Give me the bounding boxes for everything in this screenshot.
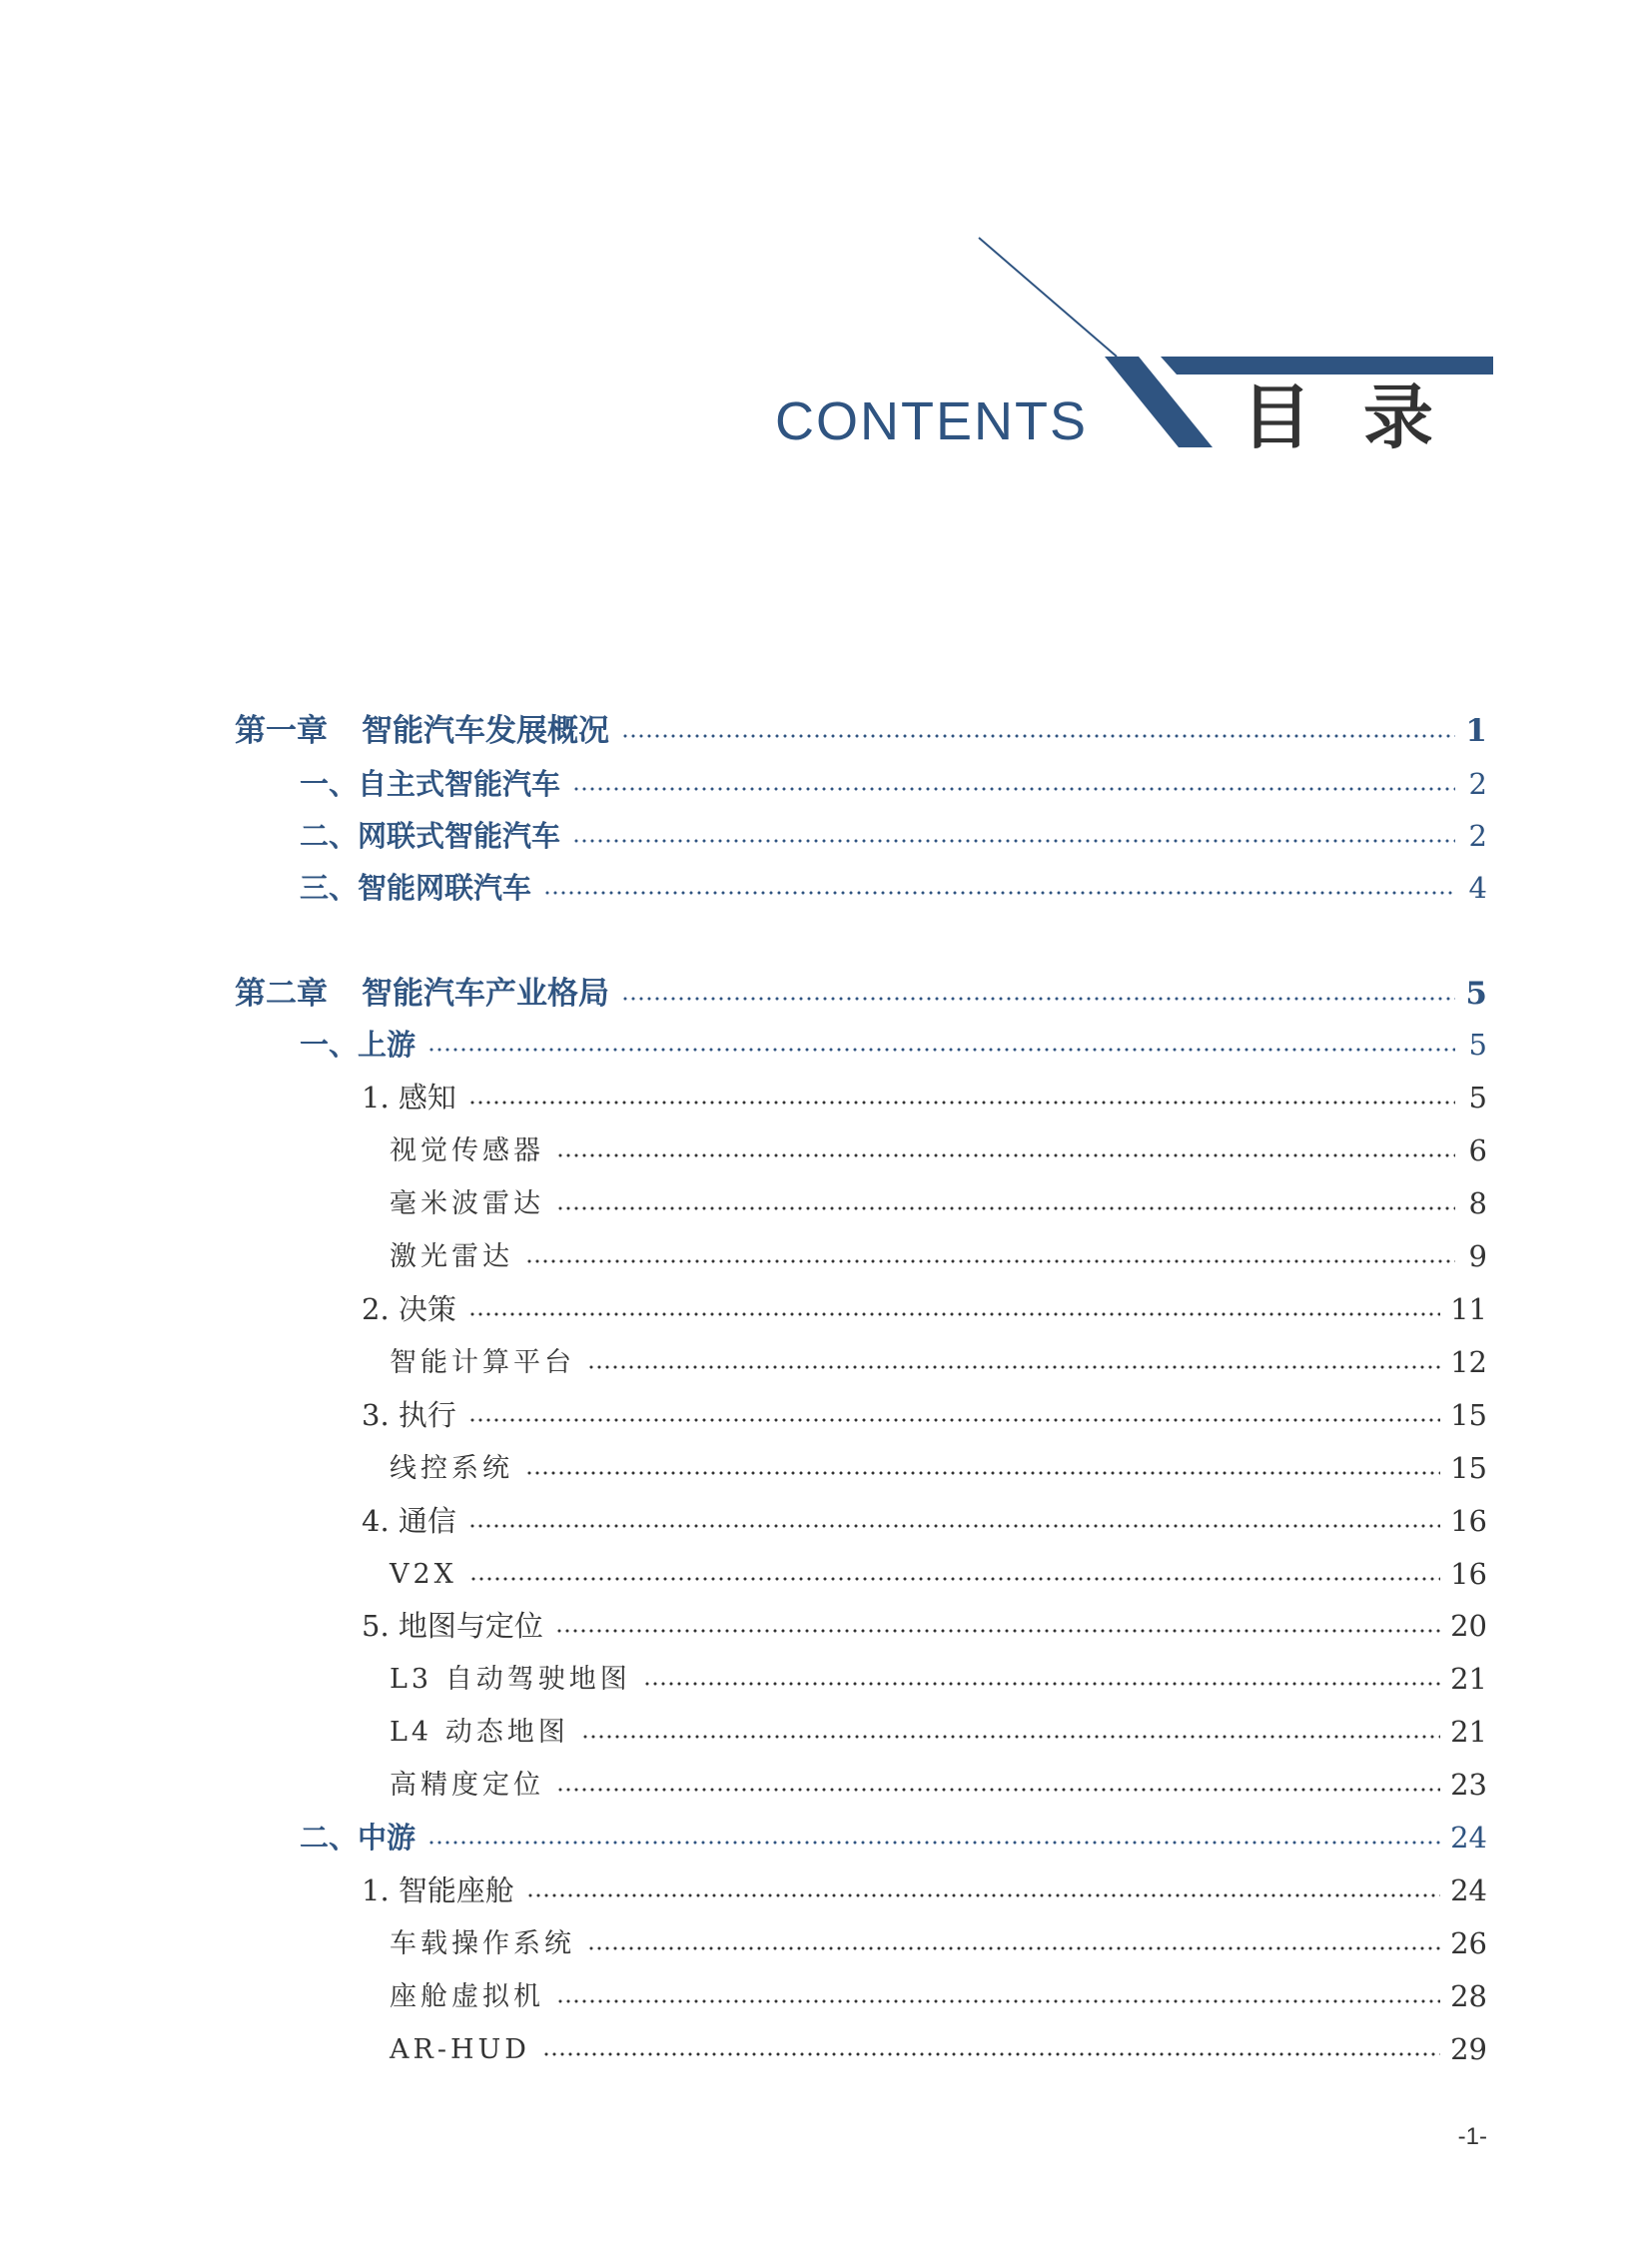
toc-entry-title (362, 1397, 456, 1432)
toc-title-text: 二、网联式智能汽车 (300, 818, 561, 853)
toc-title-text: 一、上游 (300, 1027, 416, 1062)
toc-title-text: 一、自主式智能汽车 (300, 766, 561, 801)
toc-entry-title (300, 766, 561, 801)
toc-entry[interactable] (300, 1025, 1487, 1065)
dot-leader (427, 1839, 1440, 1847)
toc-page-number: 5 (1468, 1080, 1487, 1115)
title-zh-char-1: 目 (1241, 376, 1311, 458)
toc-title-text: 3. 执行 (362, 1397, 456, 1432)
toc-entry-title (390, 1240, 513, 1272)
page-number: -1- (1457, 2123, 1487, 2150)
toc-page-number: 15 (1450, 1450, 1487, 1485)
toc-title-text: 激光雷达 (390, 1240, 513, 1272)
toc-entry[interactable] (362, 1606, 1487, 1646)
toc-entry-title (300, 1820, 416, 1855)
toc-page-number: 5 (1468, 1027, 1487, 1062)
toc-entry[interactable] (390, 1448, 1487, 1488)
toc-title-text: 座舱虚拟机 (390, 1980, 544, 2012)
toc-title-text: 4. 通信 (362, 1503, 456, 1538)
toc-entry-title (390, 1346, 575, 1378)
chapter-number: 第一章 (235, 712, 328, 749)
toc-title-text: 5. 地图与定位 (362, 1608, 543, 1643)
toc-title-text: L4 动态地图 (390, 1716, 569, 1748)
toc-entry[interactable] (390, 1554, 1487, 1594)
dot-leader (581, 1733, 1440, 1741)
toc-entry-title (390, 1980, 544, 2012)
toc-entry[interactable] (362, 1395, 1487, 1435)
toc-entry[interactable] (390, 1236, 1487, 1276)
toc-entry-title (300, 818, 561, 853)
toc-title-text: 线控系统 (390, 1452, 513, 1484)
toc-entry-title (390, 1769, 544, 1801)
toc-title-text: 视觉传感器 (390, 1134, 544, 1166)
toc-entry[interactable] (390, 1342, 1487, 1382)
toc-page-number: 16 (1450, 1503, 1487, 1538)
dot-leader (525, 1257, 1455, 1265)
dot-leader (587, 1944, 1440, 1952)
toc-entry-title (390, 2033, 530, 2065)
dot-leader (427, 1046, 1455, 1054)
toc-title-text: L3 自动驾驶地图 (390, 1663, 631, 1695)
toc-page-number: 16 (1450, 1556, 1487, 1591)
toc-chapter[interactable] (235, 711, 1487, 751)
toc-title-text: AR-HUD (390, 2033, 530, 2065)
toc-entry-title (362, 1608, 543, 1643)
toc-page-number: 9 (1468, 1238, 1487, 1273)
dot-leader (542, 2050, 1440, 2058)
toc-entry[interactable] (300, 868, 1487, 908)
toc-page-number: 29 (1450, 2031, 1487, 2066)
toc-entry[interactable] (390, 2029, 1487, 2069)
dot-leader (555, 1627, 1440, 1635)
toc-page-number: 28 (1450, 1978, 1487, 2013)
toc-entry[interactable] (300, 1818, 1487, 1858)
toc-entry[interactable] (300, 816, 1487, 856)
toc-entry-title (390, 1134, 544, 1166)
dot-leader (556, 1204, 1455, 1212)
toc-entry[interactable] (390, 1923, 1487, 1963)
toc-title-text: V2X (390, 1558, 457, 1590)
toc-title-text: 1. 感知 (362, 1080, 456, 1115)
contents-title-zh (1241, 376, 1433, 458)
dot-leader (468, 1416, 1440, 1424)
toc-entry-title (390, 1558, 457, 1590)
dot-leader (526, 1891, 1440, 1899)
toc-page-number: 4 (1468, 870, 1487, 905)
toc-entry-title (390, 1452, 513, 1484)
toc-page-number: 20 (1450, 1608, 1487, 1643)
toc-page-number: 24 (1450, 1820, 1487, 1855)
dot-leader (468, 1522, 1440, 1530)
toc-entry[interactable] (390, 1183, 1487, 1223)
dot-leader (525, 1469, 1440, 1477)
dot-leader (543, 889, 1455, 897)
toc-entry-title (362, 1291, 456, 1326)
dot-leader (556, 1786, 1440, 1794)
title-zh-char-2: 录 (1363, 376, 1433, 458)
dot-leader (468, 1099, 1455, 1107)
toc-title-text: 高精度定位 (390, 1769, 544, 1801)
contents-title-en: CONTENTS (775, 391, 1088, 451)
toc-page-number: 12 (1450, 1344, 1487, 1379)
diagonal-line (979, 238, 1117, 357)
toc-page-number: 2 (1468, 818, 1487, 853)
toc-entry[interactable] (390, 1765, 1487, 1805)
toc-title-text: 1. 智能座舱 (362, 1872, 514, 1907)
chapter-number: 第二章 (235, 975, 328, 1012)
dot-leader (469, 1575, 1440, 1583)
toc-entry[interactable] (300, 764, 1487, 804)
dot-leader (643, 1680, 1440, 1688)
toc-entry[interactable] (390, 1976, 1487, 2016)
toc-title-text: 车载操作系统 (390, 1927, 575, 1959)
toc-page-number: 24 (1450, 1872, 1487, 1907)
toc-page-number: 15 (1450, 1397, 1487, 1432)
toc-entry-title (362, 1872, 514, 1907)
toc-page-number: 26 (1450, 1925, 1487, 1960)
toc-title-text: 智能汽车发展概况 (362, 712, 609, 749)
dot-leader (572, 837, 1455, 845)
dot-leader (572, 785, 1455, 793)
toc-entry-title (300, 1027, 416, 1062)
toc-title-text: 毫米波雷达 (390, 1187, 544, 1219)
toc-title-text: 二、中游 (300, 1820, 416, 1855)
toc-page-number: 5 (1465, 975, 1487, 1012)
toc-page-number: 21 (1450, 1714, 1487, 1749)
toc-chapter[interactable] (235, 974, 1487, 1014)
toc-page-number: 6 (1468, 1132, 1487, 1167)
toc-page-number: 2 (1468, 766, 1487, 801)
toc-entry[interactable] (362, 1289, 1487, 1329)
toc-title-text: 2. 决策 (362, 1291, 456, 1326)
toc-entry[interactable] (362, 1870, 1487, 1910)
dot-leader (587, 1363, 1440, 1371)
toc-entry-title (390, 1663, 631, 1695)
dot-leader (556, 1997, 1440, 2005)
toc-entry[interactable] (362, 1501, 1487, 1541)
toc-page-number: 23 (1450, 1767, 1487, 1802)
toc-entry[interactable] (390, 1712, 1487, 1752)
dot-leader (621, 732, 1455, 740)
toc-entry-title (235, 975, 609, 1012)
dot-leader (468, 1310, 1440, 1318)
toc-page-number: 21 (1450, 1661, 1487, 1696)
toc-page-number: 1 (1465, 712, 1487, 749)
toc-entry-title (390, 1716, 569, 1748)
toc-entry[interactable] (390, 1130, 1487, 1170)
dot-leader (556, 1151, 1455, 1159)
toc-entry-title (390, 1187, 544, 1219)
toc-title-text: 智能汽车产业格局 (362, 975, 609, 1012)
toc-page-number: 8 (1468, 1185, 1487, 1220)
toc-page-number: 11 (1450, 1291, 1487, 1326)
toc-entry[interactable] (362, 1078, 1487, 1118)
dot-leader (621, 995, 1455, 1003)
accent-bar (1161, 357, 1493, 374)
toc-entry-title (390, 1927, 575, 1959)
toc-entry-title (362, 1080, 456, 1115)
toc-entry-title (362, 1503, 456, 1538)
toc-entry-title (300, 870, 532, 905)
toc-title-text: 三、智能网联汽车 (300, 870, 532, 905)
toc-entry-title (235, 712, 609, 749)
toc-title-text: 智能计算平台 (390, 1346, 575, 1378)
toc-entry[interactable] (390, 1659, 1487, 1699)
